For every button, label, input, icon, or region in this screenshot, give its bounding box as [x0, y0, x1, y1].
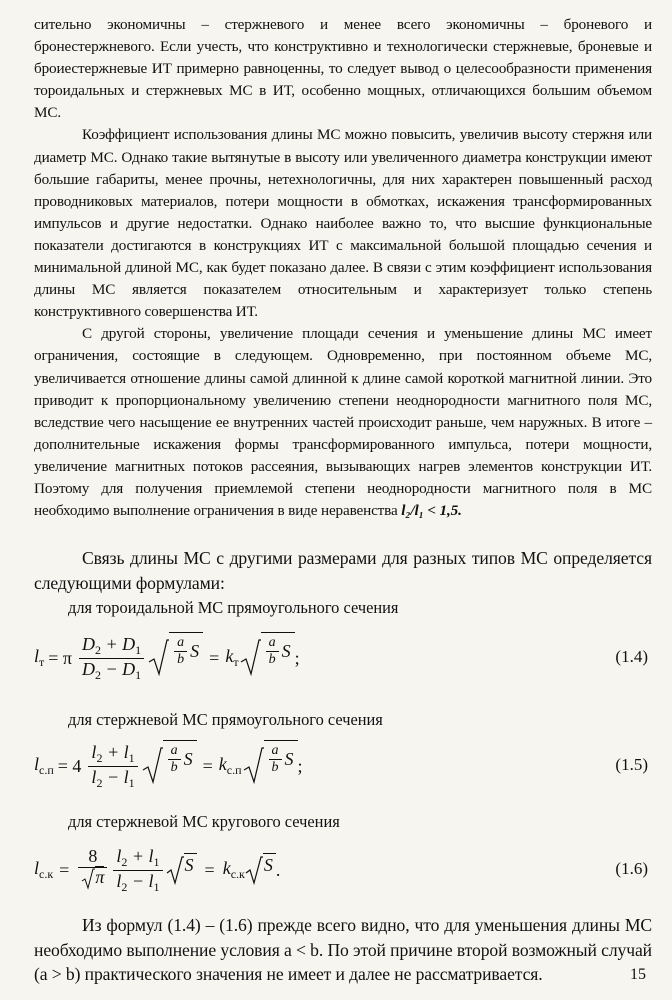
conclusion-paragraph: Из формул (1.4) – (1.6) прежде всего видно, что для уменьшения длины МС необходимо выполнение условия a < b. По этой причине второй возможный случай (a > b) практического значения не имеет и далее не рассматривается.	[34, 915, 652, 985]
formula-1-6: $l_{с.к}$ = $\frac{8}{\pi}$ $l_2 + l_1$ $l_2 - l_1$ S = $k_{с.к}$ S . (1.6)	[34, 845, 648, 894]
formula-number-1-5: (1.5)	[615, 755, 648, 775]
inequality: l₂/l₁ < 1,5.	[401, 502, 462, 520]
paragraph-2: Коэффициент использования длины МС можно повысить, увеличив высоту стержня или диаметр МС. Однако такие вытянутые в высоту или увеличенного диаметра конструкции имеют большие габариты, менее прочны, нетехнологичны, для них характерен повышенный расход проводниковых материалов, потери мощности в обмотках, искажения трансформированных импульсов и другие недостатки. Однако наиболее важно то, что высшие функциональные показатели достигаются в конструкциях ИТ с максимальной большой площадью сечения и минимальной длиной МС, как будет показано далее. В связи с этим коэффициент использования длины МС является показателем относительным и характеризует только степень конструктивного совершенства ИТ.	[34, 126, 652, 321]
caption-toroidal: для тороидальной МС прямоугольного сечения	[68, 598, 399, 618]
formula-1-5: $l_{с.п}$ = 4 $l_2 + l_1$ $l_2 - l_1$ a b S = $k_{с.п}$ a b S ; (1.5)	[34, 741, 648, 790]
formula-1-4: $l_т$ = π $D_2 + D_1$ $D_2 - D_1$ a b S = $k_т$ a b S ; (1.4)	[34, 633, 648, 682]
caption-rod-rect: для стержневой МС прямоугольного сечения	[68, 710, 383, 730]
page-body	[34, 14, 652, 987]
lead-paragraph: Связь длины МС с другими размерами для разных типов МС определяется следующими формулами:	[34, 548, 652, 593]
formula-number-1-6: (1.6)	[615, 859, 648, 879]
formula-number-1-4: (1.4)	[615, 647, 648, 667]
paragraph-3	[34, 323, 652, 522]
page-number: 15	[630, 966, 646, 983]
paragraph-3-text: С другой стороны, увеличение площади сечения и уменьшение длины МС имеет ограничения, состоящие в следующем. Одновременно, при постоянном объеме МС, увеличивается отношение длины самой длинной к длине самой короткой магнитной линии. Это приводит к пропорциональному увеличению степени неоднородности магнитного поля МС, вследствие чего насыщение ее внутренних частей происходит раньше, чем наружных. В итоге – дополнительные искажения формы трансформированного импульса, потери мощности, увеличение магнитных потоков рассеяния, вызывающих нагрев элементов конструкции ИТ. Поэтому для получения приемлемой степени неоднородности магнитного поля в МС необходимо выполнение ограничения в виде неравенства	[34, 325, 652, 520]
caption-rod-round: для стержневой МС кругового сечения	[68, 812, 340, 832]
paragraph-1: сительно экономичны – стержневого и менее всего экономичны – броневого и бронестержневого. Если учесть, что конструктивно и технологически стержневые, броневые и броиестержневые ИТ примерно равноценны, то следует вывод о целесообразности применения тороидальных и стержневых МС в ИТ, особенно мощных, отличающихся большим объемом МС.	[34, 16, 652, 122]
